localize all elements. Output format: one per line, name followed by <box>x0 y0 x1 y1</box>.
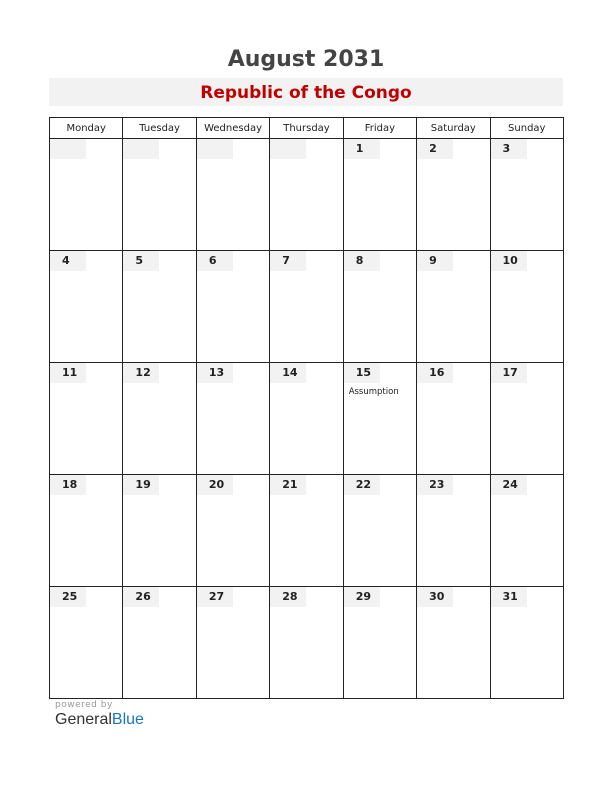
day-cell <box>490 251 563 363</box>
day-cell <box>196 587 269 699</box>
calendar-grid <box>49 117 564 699</box>
day-cell <box>270 251 343 363</box>
weekday-header: Tuesday <box>123 118 196 139</box>
day-number: 11 <box>50 363 86 383</box>
day-cell <box>50 363 123 475</box>
week-row <box>50 475 564 587</box>
day-number: 31 <box>491 587 527 607</box>
day-number <box>270 139 306 159</box>
day-number: 28 <box>270 587 306 607</box>
day-cell <box>50 587 123 699</box>
day-number: 2 <box>417 139 453 159</box>
day-cell <box>196 363 269 475</box>
day-cell <box>343 587 416 699</box>
day-number: 27 <box>197 587 233 607</box>
day-cell <box>270 475 343 587</box>
day-number <box>197 139 233 159</box>
day-number <box>50 139 86 159</box>
day-cell <box>343 475 416 587</box>
day-number: 25 <box>50 587 86 607</box>
day-number: 29 <box>344 587 380 607</box>
day-cell <box>343 139 416 251</box>
day-number: 4 <box>50 251 86 271</box>
day-cell <box>490 475 563 587</box>
week-row <box>50 251 564 363</box>
day-number: 21 <box>270 475 306 495</box>
day-number: 5 <box>123 251 159 271</box>
day-cell <box>417 475 490 587</box>
calendar-title: August 2031 <box>227 47 385 72</box>
day-cell <box>270 363 343 475</box>
day-cell <box>490 363 563 475</box>
weekday-header: Monday <box>50 118 123 139</box>
day-cell <box>490 587 563 699</box>
week-row <box>50 363 564 475</box>
weekday-header: Friday <box>343 118 416 139</box>
day-cell <box>270 139 343 251</box>
day-cell <box>343 251 416 363</box>
weekday-header-row <box>50 118 564 139</box>
day-cell <box>50 475 123 587</box>
day-number: 12 <box>123 363 159 383</box>
country-banner <box>49 78 563 106</box>
day-number: 26 <box>123 587 159 607</box>
day-number: 18 <box>50 475 86 495</box>
day-cell <box>417 587 490 699</box>
day-number: 19 <box>123 475 159 495</box>
day-number: 17 <box>491 363 527 383</box>
brand-general: General <box>55 711 112 728</box>
day-number: 15 <box>344 363 380 383</box>
day-number: 16 <box>417 363 453 383</box>
day-cell <box>490 139 563 251</box>
day-cell <box>123 251 196 363</box>
day-number: 24 <box>491 475 527 495</box>
day-number: 10 <box>491 251 527 271</box>
holiday-label: Assumption <box>348 387 399 397</box>
weekday-header: Thursday <box>270 118 343 139</box>
day-cell <box>196 251 269 363</box>
generalblue-logo[interactable] <box>55 711 144 729</box>
day-number: 23 <box>417 475 453 495</box>
day-cell <box>123 139 196 251</box>
day-cell <box>123 363 196 475</box>
day-cell <box>50 251 123 363</box>
day-cell <box>50 139 123 251</box>
day-cell <box>417 139 490 251</box>
day-cell <box>196 139 269 251</box>
day-number: 13 <box>197 363 233 383</box>
day-number: 8 <box>344 251 380 271</box>
country-name: Republic of the Congo <box>200 83 412 103</box>
day-cell <box>417 363 490 475</box>
week-row <box>50 139 564 251</box>
day-number: 30 <box>417 587 453 607</box>
footer-branding <box>55 700 144 729</box>
day-cell <box>417 251 490 363</box>
day-number <box>123 139 159 159</box>
day-number: 9 <box>417 251 453 271</box>
day-cell <box>270 587 343 699</box>
week-row <box>50 587 564 699</box>
day-number: 14 <box>270 363 306 383</box>
weekday-header: Wednesday <box>196 118 269 139</box>
day-number: 7 <box>270 251 306 271</box>
day-cell <box>123 475 196 587</box>
powered-by-text: powered by <box>55 700 113 710</box>
brand-blue: Blue <box>111 711 144 728</box>
weekday-header: Sunday <box>490 118 563 139</box>
day-number: 20 <box>197 475 233 495</box>
day-number: 3 <box>491 139 527 159</box>
day-number: 6 <box>197 251 233 271</box>
day-cell <box>196 475 269 587</box>
day-cell <box>343 363 416 475</box>
day-cell <box>123 587 196 699</box>
day-number: 1 <box>344 139 380 159</box>
weekday-header: Saturday <box>417 118 490 139</box>
day-number: 22 <box>344 475 380 495</box>
